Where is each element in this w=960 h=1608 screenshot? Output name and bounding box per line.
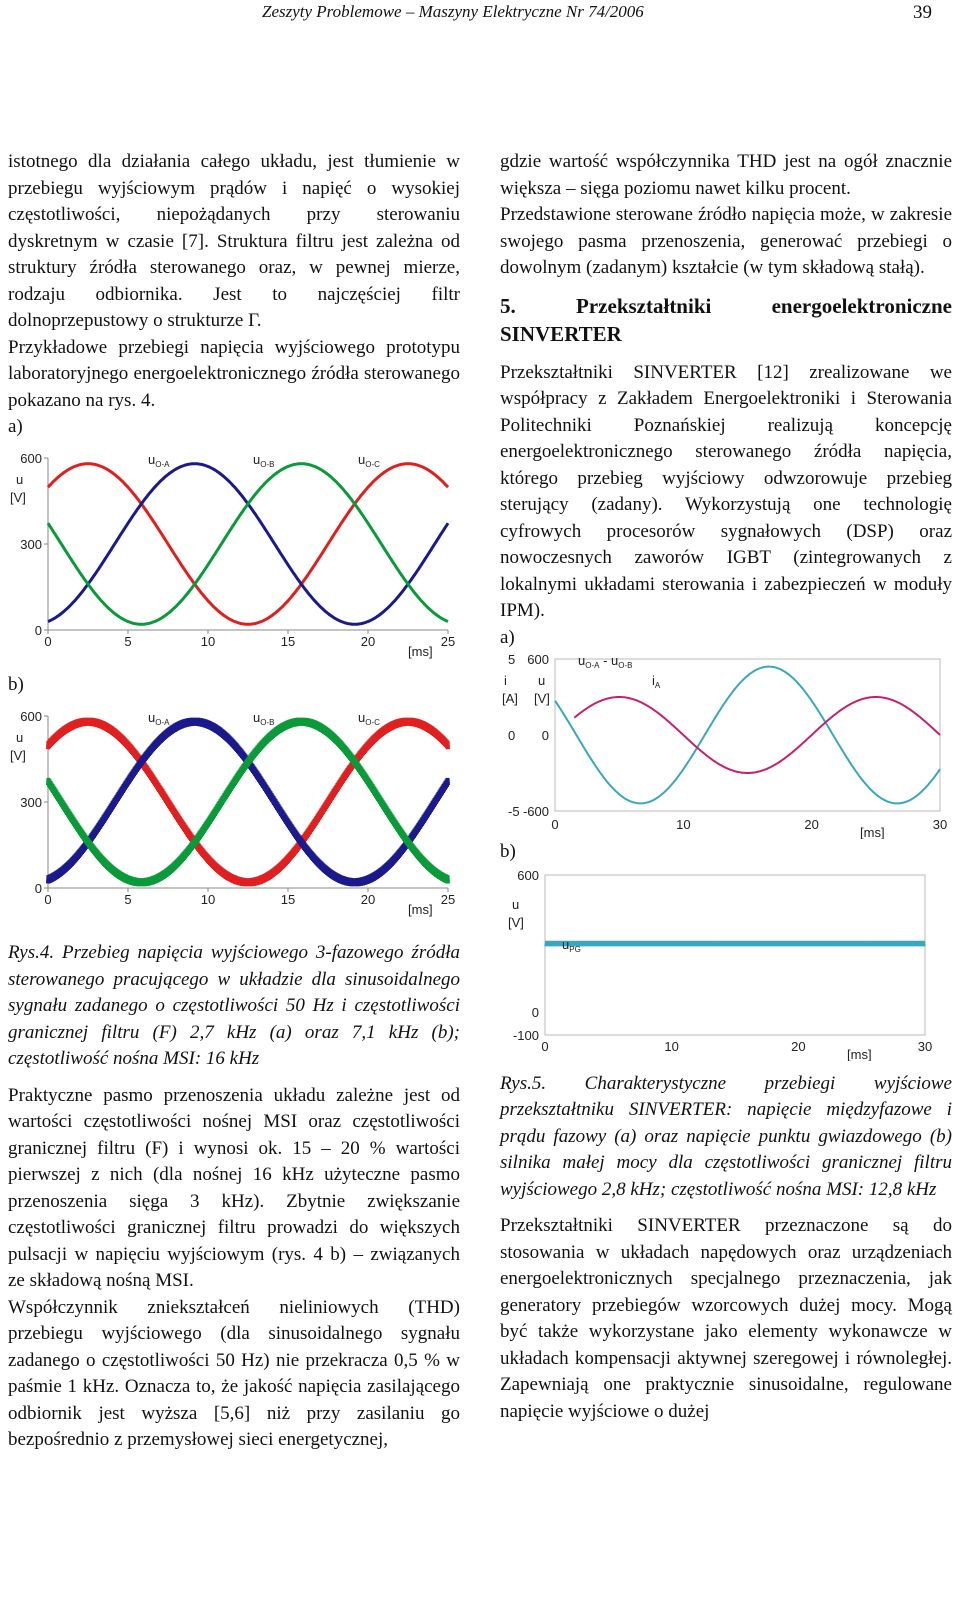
fig5a-xunit: [ms] — [860, 824, 885, 839]
figure-4-caption: Rys.4. Przebieg napięcia wyjściowego 3-fazowego źródła sterowanego pracującego w układzie dla sinusoidalnego sygnału zadanego o częstotliwości 50 Hz i częstotliwości granicznej filtru (F) 2,7 kHz (a) oraz 7,1 kHz (b); częstotliwość nośna MSI: 16 kHz — [8, 942, 460, 1069]
running-header — [0, 0, 960, 28]
fig4a-xtick-label: 5 — [124, 634, 132, 649]
fig5a-y2unit: [A] — [502, 690, 518, 706]
figure-4a-chart — [8, 440, 460, 672]
fig5b-series-u_PG — [545, 940, 925, 946]
fig5b-series-upg-label: $u_{PG}$ — [562, 936, 581, 954]
fig5a-ytick-label: 600 — [527, 651, 549, 667]
right-paragraph-2: Przedstawione sterowane źródło napięcia może, w zakresie swojego pasma przenoszenia, generować przebiegi o dowolnym (zadanym) kształcie (w tym składową stałą). — [500, 204, 952, 278]
fig5a-series-ia-label: $i_A$ — [652, 672, 661, 690]
fig4a-series-u_O-C-label: $u_{O-C}$ — [358, 452, 380, 469]
fig4b-xunit: [ms] — [408, 902, 433, 917]
figure-5a-label: a) — [500, 626, 515, 648]
figure-5b-label: b) — [500, 840, 516, 862]
fig4b-xtick-label: 15 — [280, 892, 296, 907]
fig5a-yunit: [V] — [534, 690, 550, 706]
fig5a-series-u_O-A - u_O-B — [555, 666, 940, 803]
fig4a-xtick-label: 10 — [200, 634, 216, 649]
fig4a-ytick-label: 600 — [20, 451, 42, 466]
fig4a-xtick-label: 0 — [44, 634, 52, 649]
fig4b-xtick-label: 0 — [44, 892, 52, 907]
fig4b-xtick-label: 20 — [360, 892, 376, 907]
right-paragraph-3: Przekształtniki SINVERTER [12] zrealizowane we współpracy z Zakładem Energoelektroniki i Sterowania Politechniki Poznańskiej realizują koncepcję energoelektronicznego sterowanego źródła napięcia, którego przebieg wyjściowy odwzorowuje przebieg sterujący (zadany). Wykorzystują one technologię cyfrowych procesorów sygnałowych (DSP) oraz nowoczesnych zaworów IGBT (zintegrowanych z lokalnymi układami sterowania i zabezpieczeń w moduły IPM). — [500, 361, 952, 621]
fig5a-y2label: i — [504, 672, 507, 688]
fig4b-xtick-label: 5 — [124, 892, 132, 907]
fig5b-xunit: [ms] — [847, 1046, 872, 1061]
fig4b-ytick-label: 600 — [20, 709, 42, 724]
fig5b-xtick-label: 0 — [541, 1038, 549, 1054]
figure-5b-chart — [500, 865, 952, 1061]
fig4a-series-u_O-B — [48, 464, 448, 625]
fig5b-ytick-label: -100 — [512, 1027, 539, 1043]
figure-4b-chart — [8, 698, 460, 930]
section-heading: 5. Przekształtniki energoelektroniczne SINVERTER — [500, 293, 952, 346]
fig4a-ylabel: u — [16, 472, 24, 487]
fig4a-ytick-label: 0 — [34, 623, 42, 638]
fig5a-y2tick-label: -5 — [508, 803, 520, 819]
fig4b-ytick-label: 0 — [34, 881, 42, 896]
fig5b-yunit: [V] — [508, 914, 524, 930]
fig4b-yunit: [V] — [10, 748, 26, 763]
fig5a-ytick-label: -600 — [522, 803, 549, 819]
fig5a-xtick-label: 0 — [551, 816, 559, 832]
left-column — [8, 149, 460, 1454]
fig5a-xtick-label: 30 — [932, 816, 948, 832]
figure-4b-label: b) — [8, 674, 24, 695]
fig5b-ytick-label: 600 — [517, 867, 539, 883]
fig5b-xtick-label: 10 — [664, 1038, 679, 1054]
figure-5-caption: Rys.5. Charakterystyczne przebiegi wyjściowe przekształtniku SINVERTER: napięcie międzyfazowe i prądu fazowy (a) oraz napięcie punktu gwiazdowego (b) silnika małej mocy dla częstotliwości granicznej filtru wyjściowego 2,8 kHz; częstotliwość nośna MSI: 12,8 kHz — [500, 1072, 952, 1200]
journal-title: Zeszyty Problemowe – Maszyny Elektryczne Nr 74/2006 — [262, 2, 644, 21]
fig5a-series-i_A — [574, 697, 940, 773]
fig5b-ylabel: u — [512, 896, 520, 912]
right-paragraph-4: Przekształtniki SINVERTER przeznaczone są do stosowania w układach napędowych oraz urządzeniach energoelektronicznych specjalnego przeznaczenia, jak generatory przebiegów wzorcowych dużej mocy. Mogą być także wykorzystane jako elementy wykonawcze w układach kompensacji aktywnej szeregowej i równoległej. Zapewniają one praktycznie sinusoidalne, regulowane napięcie wyjściowe o dużej — [500, 1215, 952, 1422]
figure-5a-chart — [500, 651, 952, 839]
fig4a-series-u_O-B-label: $u_{O-B}$ — [253, 452, 275, 469]
left-paragraph-1: istotnego dla działania całego układu, jest tłumienie w przebiegu wyjściowym prądów i napięć o wysokiej częstotliwości, niepożądanych przy sterowaniu dyskretnym w czasie [7]. Struktura filtru jest zależna od struktury źródła sterowanego oraz, w pewnej mierze, rodzaju odbiornika. Jest to najczęściej filtr dolnoprzepustowy o strukturze Γ. — [8, 151, 460, 331]
fig4a-yunit: [V] — [10, 490, 26, 505]
left-paragraph-3: Praktyczne pasmo przenoszenia układu zależne jest od wartości częstotliwości nośnej MSI oraz częstotliwości granicznej filtru (F) i wynosi ok. 15 – 20 % wartości pierwszej z nich (dla nośnej 16 kHz użyteczne pasmo przenoszenia sięga 3 kHz). Zbytnie zwiększanie częstotliwości granicznej filtru prowadzi do większych pulsacji w napięciu wyjściowym (rys. 4 b) – związanych ze składową nośną MSI. — [8, 1084, 460, 1291]
fig4a-xtick-label: 25 — [440, 634, 456, 649]
fig4a-xunit: [ms] — [408, 644, 433, 659]
fig5b-xtick-label: 20 — [791, 1038, 806, 1054]
fig5a-xtick-label: 10 — [676, 816, 691, 832]
fig5a-xtick-label: 20 — [804, 816, 819, 832]
fig4a-series-u_O-A — [48, 464, 448, 625]
fig4b-xtick-label: 25 — [440, 892, 456, 907]
fig5a-y2tick-label: 0 — [508, 727, 516, 743]
fig4b-xtick-label: 10 — [200, 892, 216, 907]
fig4a-series-u_O-A-label: $u_{O-A}$ — [148, 452, 170, 469]
left-paragraph-2: Przykładowe przebiegi napięcia wyjściowego prototypu laboratoryjnego energoelektronicznego źródła sterowanego pokazano na rys. 4. — [8, 336, 460, 411]
fig4b-series-u_O-A-label: $u_{O-A}$ — [148, 710, 170, 727]
fig4a-xtick-label: 20 — [360, 634, 376, 649]
fig4b-ylabel: u — [16, 730, 24, 745]
fig4b-ytick-label: 300 — [20, 795, 42, 810]
fig4b-series-u_O-C-label: $u_{O-C}$ — [358, 710, 380, 727]
fig5b-ytick-label: 0 — [531, 1004, 539, 1020]
fig5a-series-uab-label: $u_{O-A} - u_{O-B}$ — [578, 652, 633, 670]
right-paragraph-1: gdzie wartość współczynnika THD jest na ogół znacznie większa – sięga poziomu nawet kilku procent. — [500, 151, 952, 199]
fig5a-ylabel: u — [538, 672, 546, 688]
fig4a-ytick-label: 300 — [20, 537, 42, 552]
page-number: 39 — [913, 2, 932, 23]
figure-4a-label: a) — [8, 416, 23, 437]
left-paragraph-4: Współczynnik zniekształceń nieliniowych (THD) przebiegu wyjściowego (dla sinusoidalnego sygnału zadanego o częstotliwości 50 Hz) nie przekracza 0,5 % w paśmie 1 kHz. Oznacza to, że jakość napięcia zasilającego odbiornik jest wyższa [5,6] niż przy zasilaniu go bezpośrednio z przemysłowej sieci energetycznej, — [8, 1296, 460, 1450]
fig5a-ytick-label: 0 — [541, 727, 549, 743]
fig4a-xtick-label: 15 — [280, 634, 296, 649]
fig4b-series-u_O-B-label: $u_{O-B}$ — [253, 710, 275, 727]
fig5a-y2tick-label: 5 — [508, 651, 516, 667]
right-column — [500, 149, 952, 1425]
fig5b-plot-frame — [545, 875, 925, 1035]
fig5b-xtick-label: 30 — [917, 1038, 933, 1054]
fig4a-series-u_O-C — [48, 464, 448, 625]
